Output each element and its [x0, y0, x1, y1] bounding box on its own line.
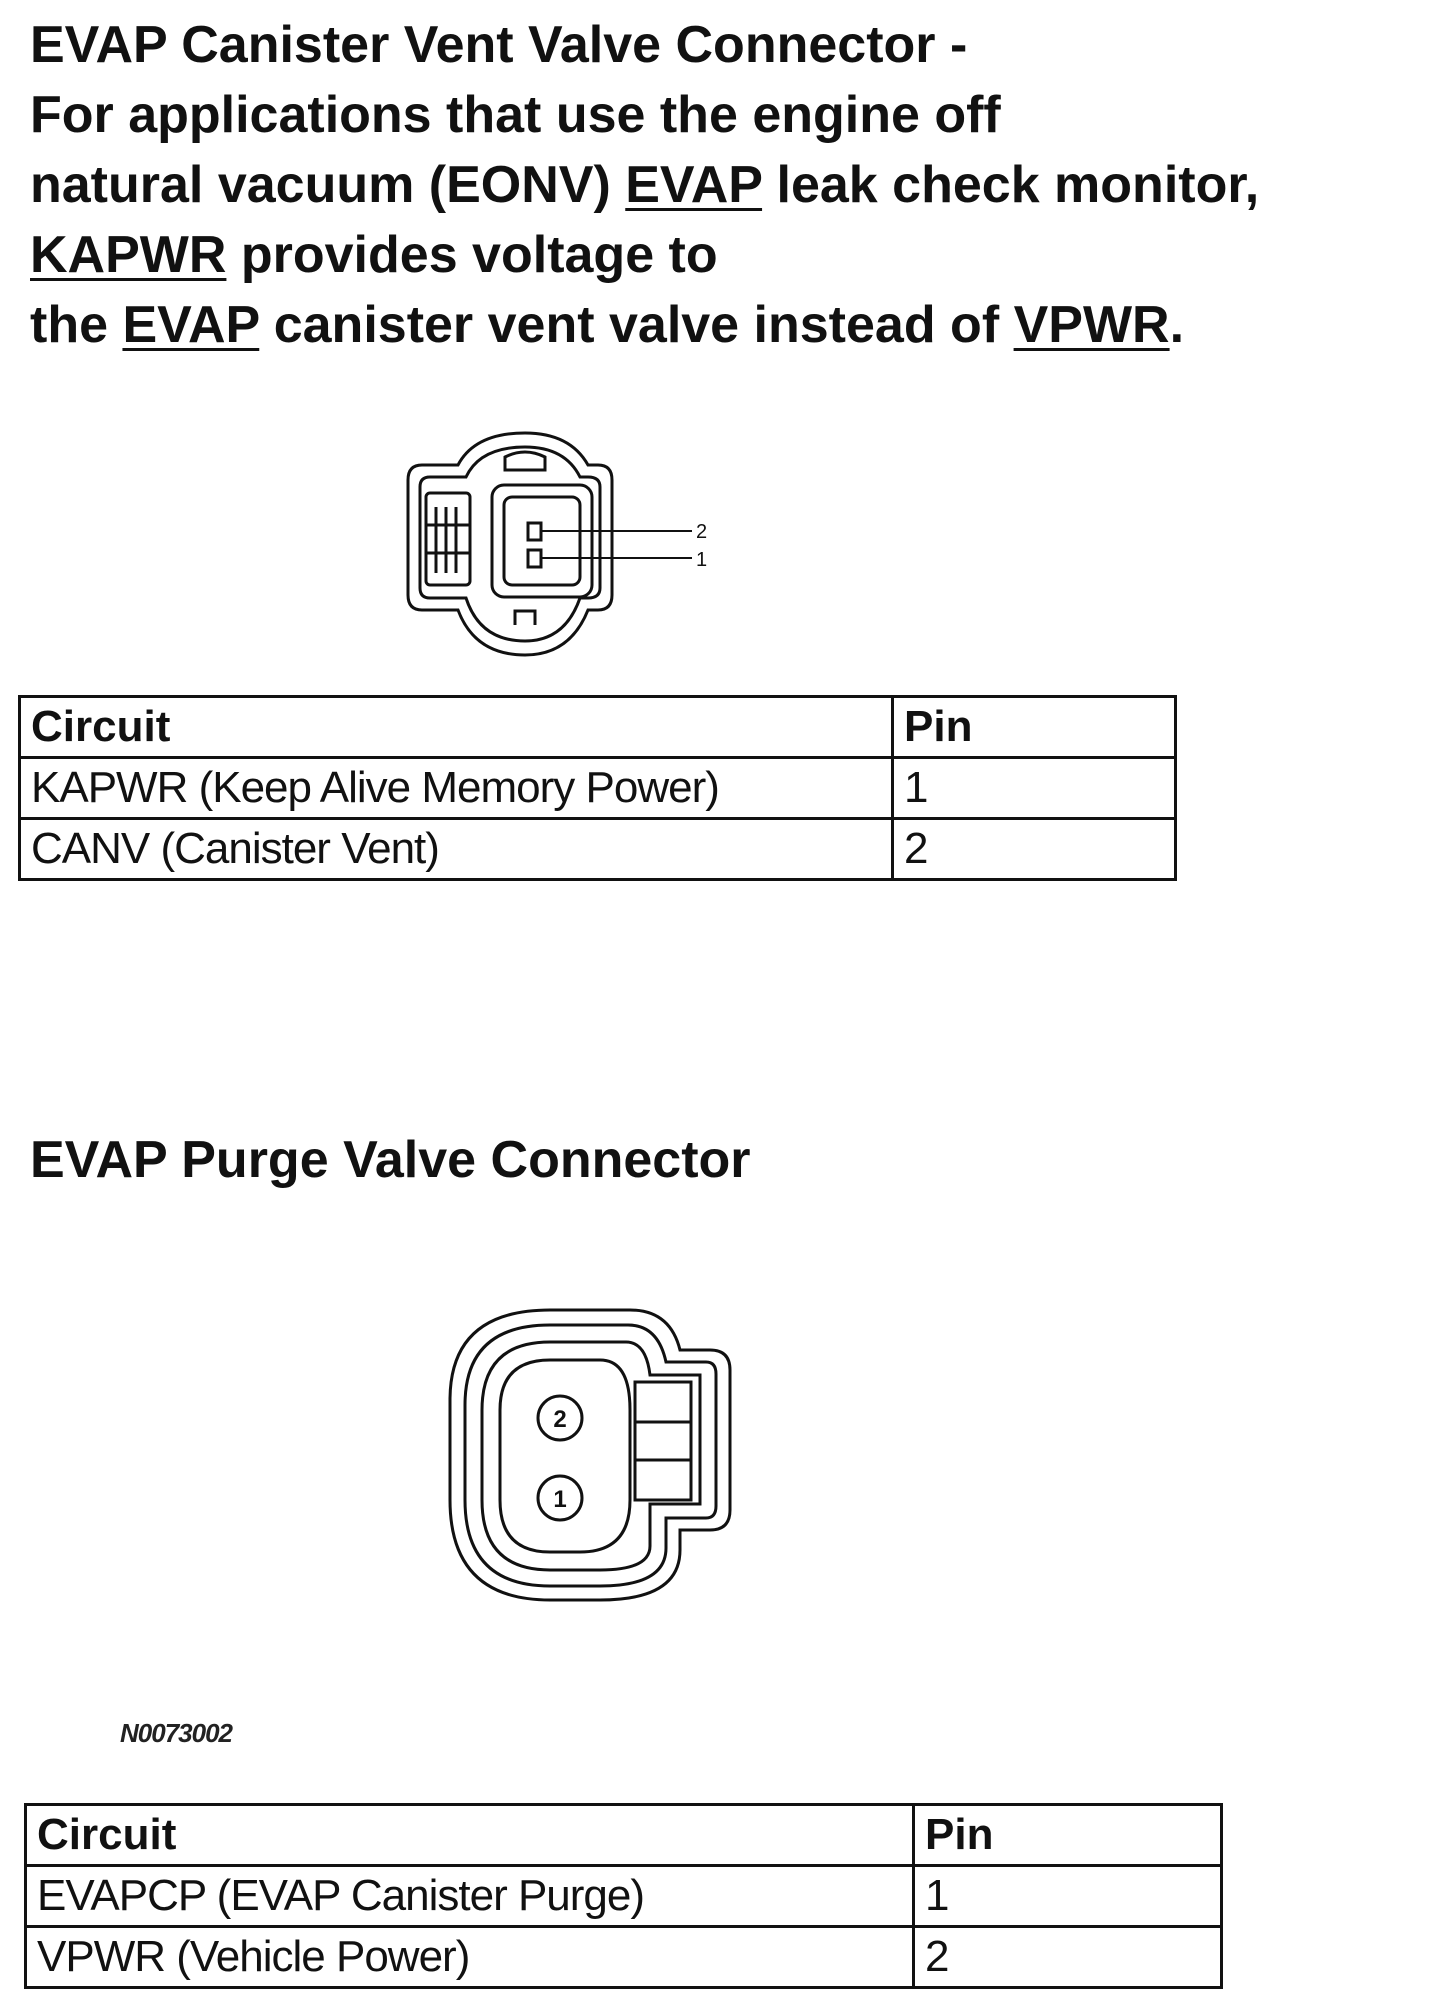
heading-line-1: EVAP Canister Vent Valve Connector -: [30, 16, 968, 74]
heading-line-5b: canister vent valve instead of: [273, 296, 1000, 354]
evap-term: EVAP: [625, 156, 763, 214]
circuit-cell: EVAPCP (EVAP Canister Purge): [26, 1866, 914, 1927]
connector-body: [408, 433, 612, 655]
circuit-cell: KAPWR (Keep Alive Memory Power): [20, 758, 893, 819]
evap-term-2: EVAP: [122, 296, 260, 354]
table-row: [20, 819, 1176, 880]
pin-header: Pin: [914, 1805, 1222, 1866]
pin-cell: 1: [914, 1866, 1222, 1927]
pin-cell: 2: [893, 819, 1176, 880]
vpwr-term: VPWR: [1013, 296, 1170, 354]
pin-cell: 1: [893, 758, 1176, 819]
pin-2-label: 2: [553, 1406, 567, 1433]
pin-1-socket: [528, 550, 541, 567]
table-header-row: [26, 1805, 1222, 1866]
pin-2-socket: [528, 523, 541, 540]
circuit-cell: CANV (Canister Vent): [20, 819, 893, 880]
purge-valve-pin-table: [24, 1803, 1223, 1989]
vent-valve-connector-diagram: [400, 425, 720, 675]
table-row: [26, 1927, 1222, 1988]
circuit-header: Circuit: [26, 1805, 914, 1866]
connector-body: [450, 1310, 730, 1600]
pin-2-label: 2: [696, 521, 708, 543]
circuit-cell: VPWR (Vehicle Power): [26, 1927, 914, 1988]
heading-line-2: For applications that use the engine off: [30, 86, 1001, 144]
heading-line-3b: leak check monitor,: [776, 156, 1260, 214]
figure-code: N0073002: [120, 1718, 232, 1748]
pin-1-label: 1: [696, 549, 708, 571]
pin-cell: 2: [914, 1927, 1222, 1988]
vent-valve-pin-table: [18, 695, 1177, 881]
purge-valve-connector-diagram: [440, 1300, 760, 1620]
table-row: [20, 758, 1176, 819]
heading-period: .: [1169, 296, 1185, 354]
pin-header: Pin: [893, 697, 1176, 758]
heading-line-3a: natural vacuum (EONV): [30, 156, 611, 214]
table-header-row: [20, 697, 1176, 758]
vent-valve-heading: [30, 10, 1450, 360]
purge-valve-heading: EVAP Purge Valve Connector: [30, 1131, 751, 1189]
kapwr-term: KAPWR: [30, 226, 227, 284]
heading-line-4: provides voltage to: [240, 226, 718, 284]
heading-line-5a: the: [30, 296, 108, 354]
table-row: [26, 1866, 1222, 1927]
pin-1-label: 1: [553, 1486, 567, 1513]
circuit-header: Circuit: [20, 697, 893, 758]
